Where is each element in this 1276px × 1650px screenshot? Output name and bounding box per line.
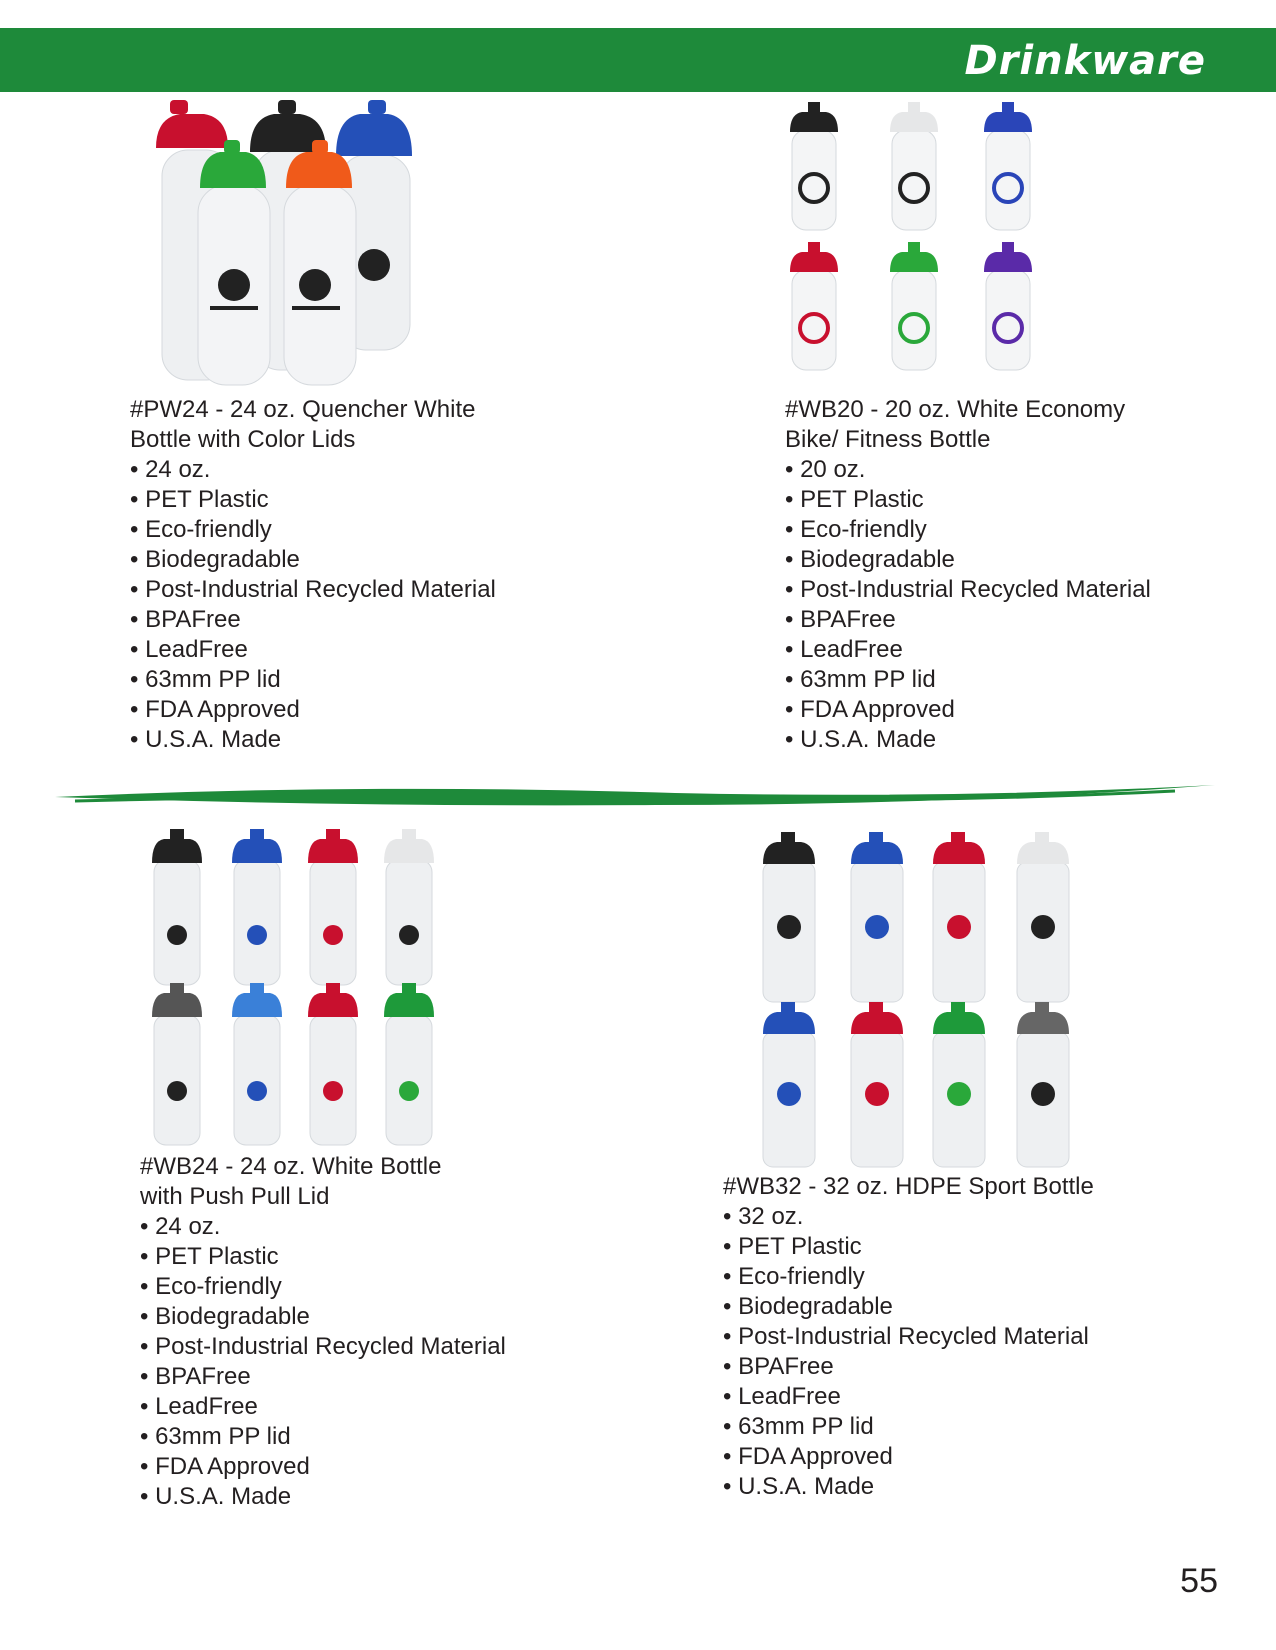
feature-item: • Post-Industrial Recycled Material xyxy=(785,575,1185,605)
feature-item: • Biodegradable xyxy=(140,1302,540,1332)
product-wb32 xyxy=(723,1172,1183,1502)
bottle-grid xyxy=(763,832,1069,1167)
feature-list xyxy=(723,1202,1183,1502)
feature-item: • LeadFree xyxy=(140,1392,540,1422)
feature-item: • 24 oz. xyxy=(130,455,530,485)
product-title-line1: #WB24 - 24 oz. White Bottle xyxy=(140,1153,442,1180)
product-title-line2: Bottle with Color Lids xyxy=(130,426,356,453)
feature-item: • BPAFree xyxy=(140,1362,540,1392)
feature-item: • U.S.A. Made xyxy=(723,1472,1183,1502)
feature-item: • FDA Approved xyxy=(130,695,530,725)
feature-item: • Biodegradable xyxy=(785,545,1185,575)
feature-item: • PET Plastic xyxy=(785,485,1185,515)
feature-item: • 24 oz. xyxy=(140,1212,540,1242)
bottle-grid xyxy=(790,102,1032,370)
feature-item: • Biodegradable xyxy=(130,545,530,575)
feature-list xyxy=(130,455,530,755)
feature-item: • 63mm PP lid xyxy=(130,665,530,695)
feature-item: • PET Plastic xyxy=(140,1242,540,1272)
product-title-line2: Bike/ Fitness Bottle xyxy=(785,426,991,453)
feature-item: • Post-Industrial Recycled Material xyxy=(723,1322,1183,1352)
page-number: 55 xyxy=(1180,1562,1218,1600)
quencher-bottles-photo xyxy=(150,100,430,390)
section-title: Drinkware xyxy=(964,38,1206,84)
brush-divider xyxy=(55,785,1215,815)
feature-list xyxy=(140,1212,540,1512)
feature-item: • Post-Industrial Recycled Material xyxy=(130,575,530,605)
product-title-line1: #WB20 - 20 oz. White Economy xyxy=(785,396,1126,423)
feature-item: • Biodegradable xyxy=(723,1292,1183,1322)
feature-item: • 32 oz. xyxy=(723,1202,1183,1232)
feature-item: • PET Plastic xyxy=(130,485,530,515)
feature-item: • 63mm PP lid xyxy=(140,1422,540,1452)
feature-item: • FDA Approved xyxy=(785,695,1185,725)
economy-bottles-photo xyxy=(780,100,1070,380)
feature-item: • 63mm PP lid xyxy=(785,665,1185,695)
feature-item: • 20 oz. xyxy=(785,455,1185,485)
feature-item: • LeadFree xyxy=(130,635,530,665)
feature-item: • FDA Approved xyxy=(140,1452,540,1482)
feature-item: • Eco-friendly xyxy=(785,515,1185,545)
feature-item: • LeadFree xyxy=(785,635,1185,665)
feature-item: • U.S.A. Made xyxy=(785,725,1185,755)
feature-item: • FDA Approved xyxy=(723,1442,1183,1472)
product-wb24 xyxy=(140,1152,540,1512)
feature-item: • U.S.A. Made xyxy=(140,1482,540,1512)
feature-item: • BPAFree xyxy=(785,605,1185,635)
feature-item: • Eco-friendly xyxy=(130,515,530,545)
feature-item: • Eco-friendly xyxy=(723,1262,1183,1292)
product-title-line2: with Push Pull Lid xyxy=(140,1183,330,1210)
feature-item: • PET Plastic xyxy=(723,1232,1183,1262)
product-pw24 xyxy=(130,395,530,755)
product-title-line1: #PW24 - 24 oz. Quencher White xyxy=(130,396,476,423)
bottle-orange-lid xyxy=(284,140,356,385)
push-pull-bottles-photo xyxy=(150,825,460,1155)
feature-item: • Eco-friendly xyxy=(140,1272,540,1302)
feature-item: • LeadFree xyxy=(723,1382,1183,1412)
feature-item: • BPAFree xyxy=(723,1352,1183,1382)
sport-bottles-photo xyxy=(755,832,1085,1172)
bottle-green-lid xyxy=(198,140,270,385)
bottle-grid xyxy=(152,829,434,1145)
feature-item: • U.S.A. Made xyxy=(130,725,530,755)
product-wb20 xyxy=(785,395,1185,755)
feature-list xyxy=(785,455,1185,755)
product-title-line1: #WB32 - 32 oz. HDPE Sport Bottle xyxy=(723,1173,1094,1200)
feature-item: • 63mm PP lid xyxy=(723,1412,1183,1442)
feature-item: • BPAFree xyxy=(130,605,530,635)
feature-item: • Post-Industrial Recycled Material xyxy=(140,1332,540,1362)
